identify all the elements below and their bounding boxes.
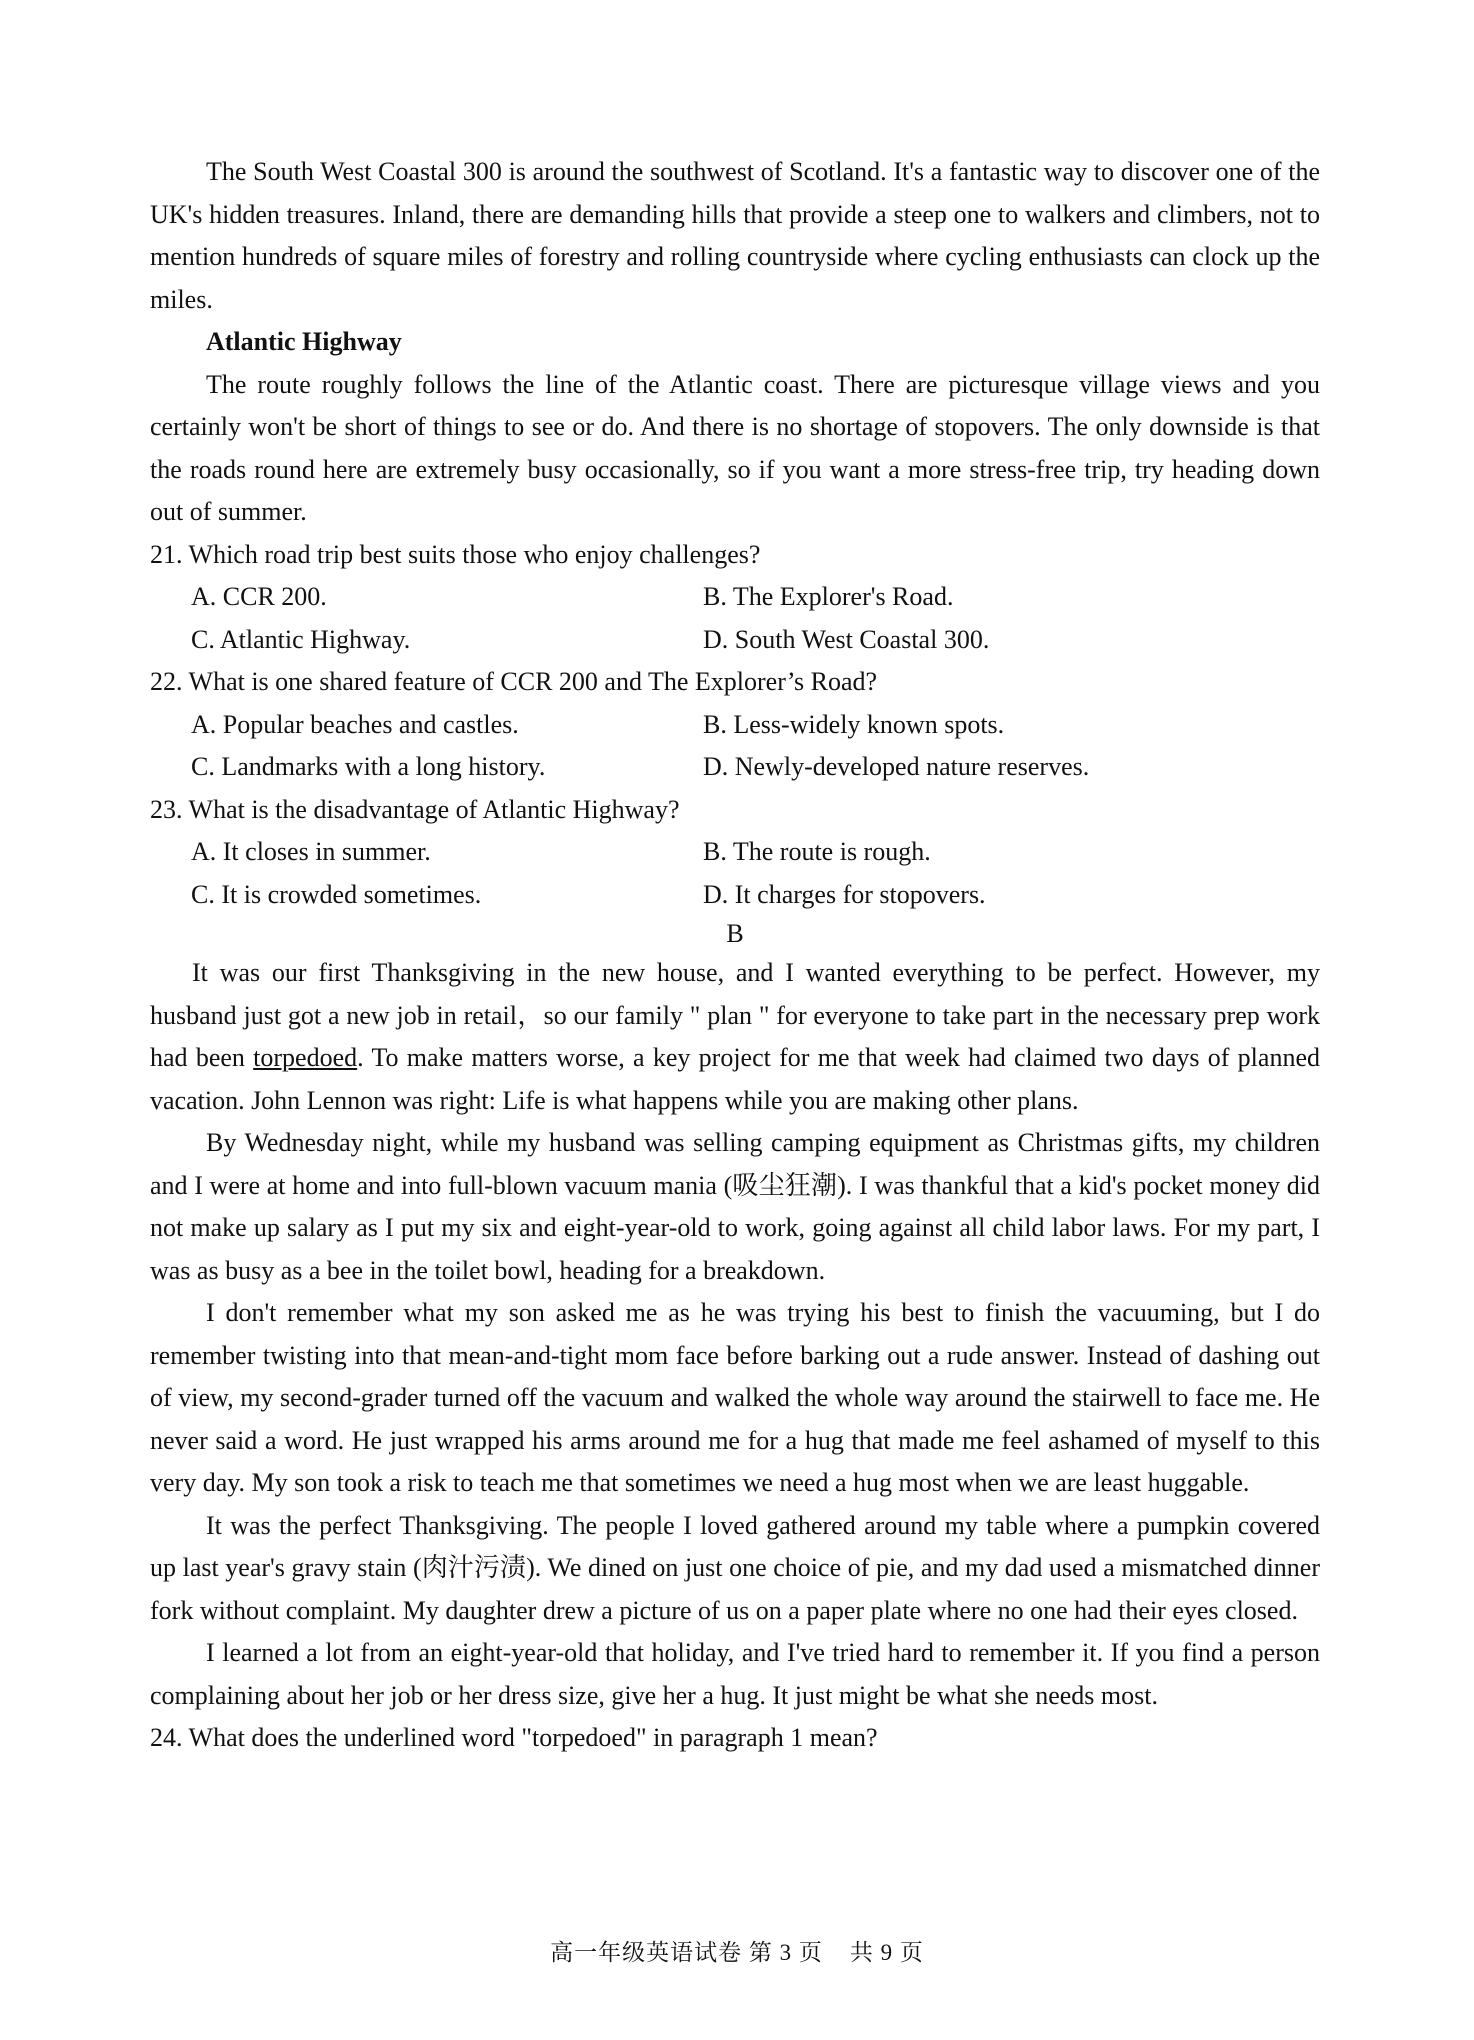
question-21 bbox=[150, 534, 1320, 662]
paragraph-b1 bbox=[150, 952, 1320, 1122]
option-grid bbox=[150, 576, 1320, 661]
option-a[interactable]: A. CCR 200. bbox=[191, 582, 327, 611]
paragraph-b1-text-end: . To make matters worse, a key project for me that week had claimed two days of planned vacation. John Lennon was right: Life is what happens while you are making other plans. bbox=[150, 1043, 1320, 1115]
question-stem: 23. What is the disadvantage of Atlantic Highway? bbox=[150, 794, 680, 824]
option-b[interactable]: B. The route is rough. bbox=[703, 837, 931, 866]
option-a[interactable]: A. It closes in summer. bbox=[191, 837, 431, 866]
question-23 bbox=[150, 789, 1320, 917]
option-c[interactable]: C. Landmarks with a long history. bbox=[191, 752, 546, 781]
paragraph-b4: It was the perfect Thanksgiving. The people I loved gathered around my table where a pumpkin covered up last year's gravy stain (肉汁污渍). We dined on just one choice of pie, and my dad used a mismatched dinner fork without complaint. My daughter drew a picture of us on a paper plate where no one had their eyes closed. bbox=[150, 1510, 1320, 1625]
question-22 bbox=[150, 661, 1320, 789]
option-d[interactable]: D. Newly-developed nature reserves. bbox=[703, 752, 1090, 781]
option-b[interactable]: B. The Explorer's Road. bbox=[703, 582, 954, 611]
question-stem: 22. What is one shared feature of CCR 200 and The Explorer’s Road? bbox=[150, 667, 878, 696]
option-c[interactable]: C. Atlantic Highway. bbox=[191, 624, 411, 654]
paragraph-b3: I don't remember what my son asked me as he was trying his best to finish the vacuuming, but I do remember twisting into that mean-and-tight mom face before barking out a rude answer. Instead of dashing out of view, my second-grader turned off the vacuum and walked the whole way around the stairwell to face me. He never said a word. He just wrapped his arms around me for a hug that made me feel ashamed of myself to this very day. My son took a risk to teach me that sometimes we need a hug most when we are least huggable. bbox=[150, 1298, 1320, 1497]
paragraph-b2: By Wednesday night, while my husband was selling camping equipment as Christmas gifts, my children and I were at home and into full-blown vacuum mania (吸尘狂潮). I was thankful that a kid's pocket money did not make up salary as I put my six and eight-year-old to work, going against all child labor laws. For my part, I was as busy as a bee in the toilet bowl, heading for a breakdown. bbox=[150, 1128, 1320, 1285]
option-c[interactable]: C. It is crowded sometimes. bbox=[191, 879, 482, 909]
section-label-b: B bbox=[726, 919, 744, 948]
heading-atlantic-highway: Atlantic Highway bbox=[206, 327, 402, 356]
option-grid bbox=[150, 831, 1320, 916]
option-b[interactable]: B. Less-widely known spots. bbox=[703, 709, 1005, 739]
underlined-word-torpedoed: torpedoed bbox=[253, 1043, 358, 1072]
question-stem: 21. Which road trip best suits those who enjoy challenges? bbox=[150, 539, 761, 569]
page-footer: 高一年级英语试卷 第 3 页 共 9 页 bbox=[550, 1940, 924, 1965]
option-a[interactable]: A. Popular beaches and castles. bbox=[191, 709, 519, 739]
paragraph-b1-text: It was our first Thanksgiving in the new house, and I wanted everything to be perfect. However, my husband just got a new job in retail，so our family " plan " for everyone to take part in the necessary prep work had been bbox=[150, 958, 1320, 1072]
paragraph-b5: I learned a lot from an eight-year-old that holiday, and I've tried hard to remember it. If you find a person complaining about her job or her dress size, give her a hug. It just might be what she needs most. bbox=[150, 1638, 1320, 1710]
paragraph-south-west-coastal: The South West Coastal 300 is around the southwest of Scotland. It's a fantastic way to discover one of the UK's hidden treasures. Inland, there are demanding hills that provide a steep one to walkers and climbers, not to mention hundreds of square miles of forestry and rolling countryside where cycling enthusiasts can clock up the miles. bbox=[150, 157, 1320, 314]
option-d[interactable]: D. It charges for stopovers. bbox=[703, 879, 986, 909]
paragraph-atlantic-highway: The route roughly follows the line of the Atlantic coast. There are picturesque village views and you certainly won't be short of things to see or do. And there is no shortage of stopovers. The only downside is that the roads round here are extremely busy occasionally, so if you want a more stress-free trip, try heading down out of summer. bbox=[150, 369, 1320, 526]
option-grid bbox=[150, 704, 1320, 789]
question-24-stem: 24. What does the underlined word "torpedoed" in paragraph 1 mean? bbox=[150, 1723, 878, 1752]
page-content bbox=[150, 151, 1320, 1760]
option-d[interactable]: D. South West Coastal 300. bbox=[703, 624, 990, 654]
